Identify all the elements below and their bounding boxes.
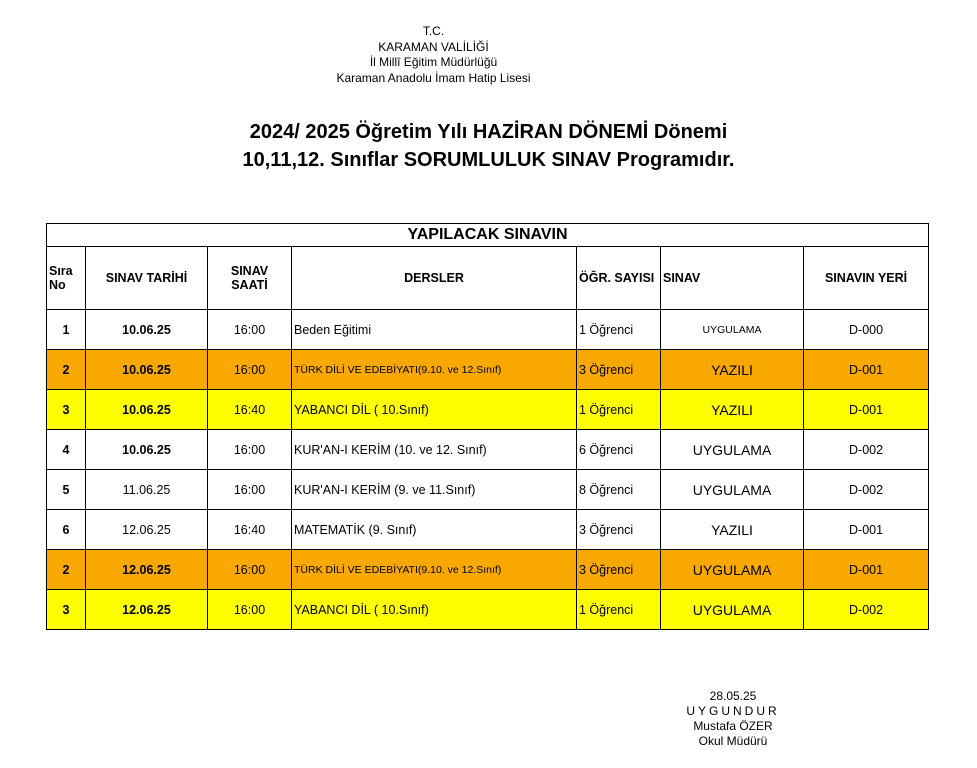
table-row [47, 470, 929, 510]
cell-ogr-sayisi: 1 Öğrenci [577, 310, 661, 350]
cell-ders: YABANCI DİL ( 10.Sınıf) [292, 390, 577, 430]
cell-sinav: UYGULAMA [661, 550, 804, 590]
cell-ders: KUR'AN-I KERİM (9. ve 11.Sınıf) [292, 470, 577, 510]
cell-ders: MATEMATİK (9. Sınıf) [292, 510, 577, 550]
cell-yer: D-000 [804, 310, 929, 350]
cell-tarih: 10.06.25 [86, 310, 208, 350]
header-saat: SINAV SAATİ [208, 247, 292, 310]
cell-saat: 16:00 [208, 350, 292, 390]
header-mudurluk: İl Millî Eğitim Müdürlüğü [369, 55, 498, 69]
cell-tarih: 12.06.25 [86, 550, 208, 590]
cell-sinav: YAZILI [661, 390, 804, 430]
cell-no: 4 [47, 430, 86, 470]
header-sira-no: Sıra No [47, 247, 86, 310]
cell-tarih: 11.06.25 [86, 470, 208, 510]
table-row [47, 430, 929, 470]
cell-saat: 16:00 [208, 550, 292, 590]
footer-name: Mustafa ÖZER [693, 719, 773, 733]
cell-saat: 16:00 [208, 430, 292, 470]
cell-sinav: YAZILI [661, 510, 804, 550]
cell-sinav: UYGULAMA [661, 310, 804, 350]
table-row [47, 510, 929, 550]
cell-ogr-sayisi: 1 Öğrenci [577, 390, 661, 430]
cell-ogr-sayisi: 3 Öğrenci [577, 350, 661, 390]
footer-approval: UYGUNDUR [686, 704, 780, 718]
header-tarih: SINAV TARİHİ [86, 247, 208, 310]
cell-ders: YABANCI DİL ( 10.Sınıf) [292, 590, 577, 630]
cell-yer: D-002 [804, 470, 929, 510]
cell-ogr-sayisi: 6 Öğrenci [577, 430, 661, 470]
cell-tarih: 10.06.25 [86, 350, 208, 390]
cell-tarih: 12.06.25 [86, 510, 208, 550]
cell-saat: 16:00 [208, 470, 292, 510]
cell-sinav: YAZILI [661, 350, 804, 390]
table-row [47, 550, 929, 590]
cell-ders: TÜRK DİLİ VE EDEBİYATI(9.10. ve 12.Sınıf) [292, 550, 577, 590]
header-yer: SINAVIN YERİ [804, 247, 929, 310]
signature-block [668, 689, 798, 749]
cell-sinav: UYGULAMA [661, 470, 804, 510]
table-caption: YAPILACAK SINAVIN [47, 224, 929, 247]
table-row [47, 310, 929, 350]
table-row [47, 350, 929, 390]
cell-ders: Beden Eğitimi [292, 310, 577, 350]
cell-no: 5 [47, 470, 86, 510]
exam-table [46, 223, 928, 630]
cell-ogr-sayisi: 3 Öğrenci [577, 550, 661, 590]
header-sinav: SINAV [661, 247, 804, 310]
cell-tarih: 10.06.25 [86, 390, 208, 430]
cell-no: 3 [47, 390, 86, 430]
document-title [0, 118, 977, 174]
cell-yer: D-001 [804, 350, 929, 390]
cell-ders: KUR'AN-I KERİM (10. ve 12. Sınıf) [292, 430, 577, 470]
header-school: Karaman Anadolu İmam Hatip Lisesi [336, 70, 531, 85]
header-ogr-sayisi: ÖĞR. SAYISI [577, 247, 661, 310]
cell-saat: 16:40 [208, 390, 292, 430]
cell-yer: D-002 [804, 430, 929, 470]
cell-ders: TÜRK DİLİ VE EDEBİYATI(9.10. ve 12.Sınıf) [292, 350, 577, 390]
cell-no: 2 [47, 350, 86, 390]
cell-tarih: 10.06.25 [86, 430, 208, 470]
cell-yer: D-001 [804, 550, 929, 590]
header-dersler: DERSLER [292, 247, 577, 310]
table-row [47, 390, 929, 430]
cell-no: 2 [47, 550, 86, 590]
cell-sinav: UYGULAMA [661, 430, 804, 470]
title-line-2: 10,11,12. Sınıflar SORUMLULUK SINAV Programıdır. [242, 149, 735, 171]
cell-yer: D-001 [804, 390, 929, 430]
footer-date: 28.05.25 [709, 689, 757, 703]
cell-ogr-sayisi: 1 Öğrenci [577, 590, 661, 630]
header-valilik: KARAMAN VALİLİĞİ [378, 39, 489, 54]
cell-no: 3 [47, 590, 86, 630]
cell-yer: D-001 [804, 510, 929, 550]
footer-role: Okul Müdürü [698, 734, 768, 748]
header-tc: T.C. [422, 24, 445, 38]
cell-saat: 16:00 [208, 590, 292, 630]
cell-sinav: UYGULAMA [661, 590, 804, 630]
cell-saat: 16:00 [208, 310, 292, 350]
table-header-row [47, 247, 929, 310]
cell-no: 1 [47, 310, 86, 350]
cell-tarih: 12.06.25 [86, 590, 208, 630]
cell-yer: D-002 [804, 590, 929, 630]
table-row [47, 590, 929, 630]
document-header [0, 24, 867, 86]
cell-ogr-sayisi: 3 Öğrenci [577, 510, 661, 550]
cell-ogr-sayisi: 8 Öğrenci [577, 470, 661, 510]
cell-saat: 16:40 [208, 510, 292, 550]
cell-no: 6 [47, 510, 86, 550]
title-line-1: 2024/ 2025 Öğretim Yılı HAZİRAN DÖNEMİ Dönemi [249, 121, 728, 143]
